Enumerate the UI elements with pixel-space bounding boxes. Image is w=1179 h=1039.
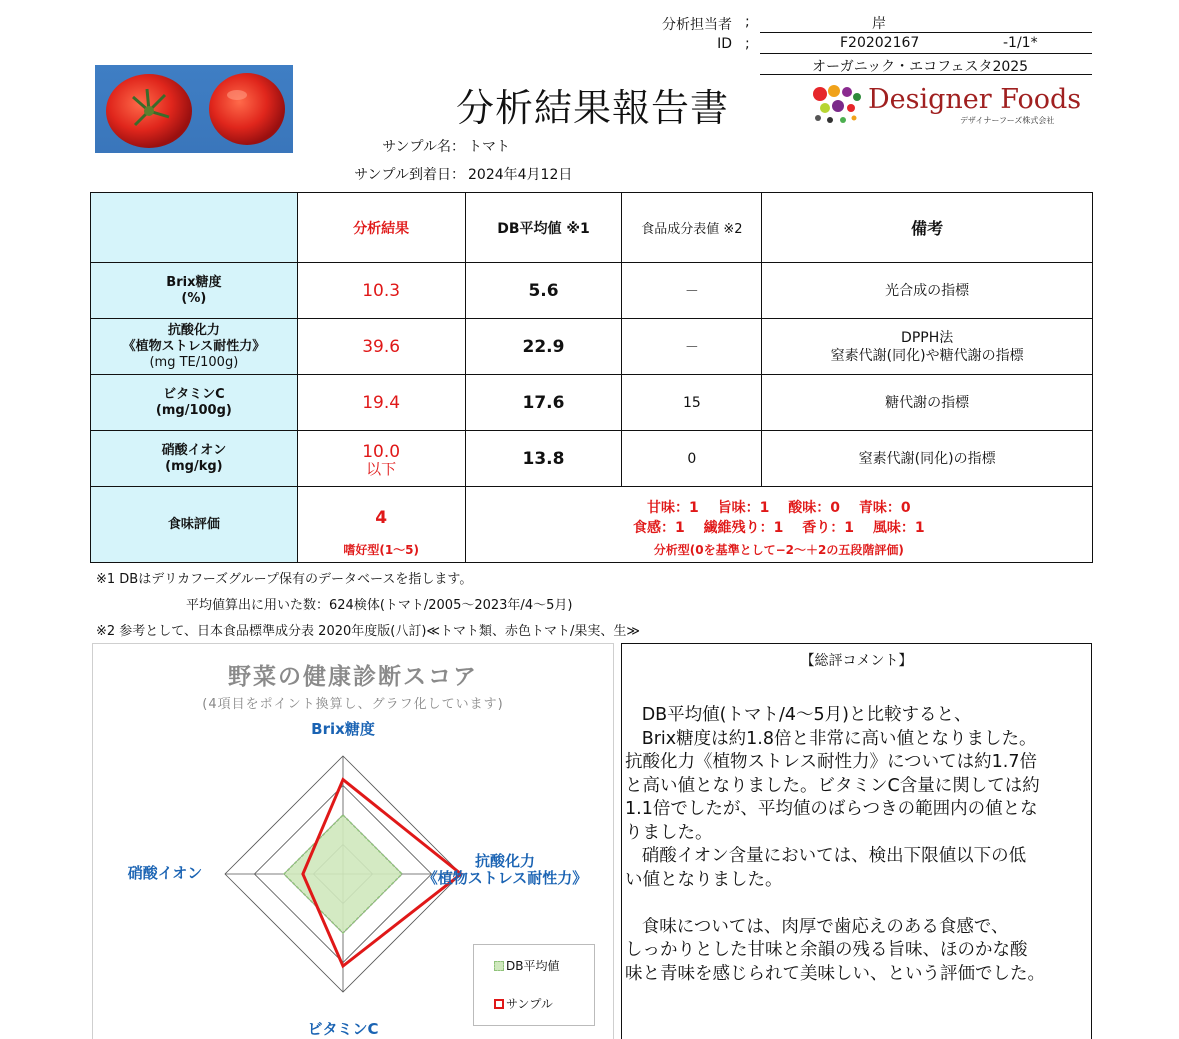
chart-legend xyxy=(473,944,595,1026)
event-name: オーガニック・エコフェスタ2025 xyxy=(812,59,1029,75)
results-table xyxy=(90,192,1093,563)
company-logo xyxy=(810,82,1080,128)
legend-item-db: DB平均値 xyxy=(494,957,559,974)
analyst-colon: ; xyxy=(745,14,750,30)
comment-panel xyxy=(621,643,1092,1039)
radar-axis-label xyxy=(311,720,375,738)
chart-subtitle: (4項目をポイント換算し、グラフ化しています) xyxy=(202,697,504,712)
table-row xyxy=(91,431,1093,487)
row-label: ビタミンC (mg/100g) xyxy=(91,375,298,431)
legend-item-sample: サンプル xyxy=(494,995,553,1012)
id-colon: ; xyxy=(745,36,750,52)
logo-text: Designer Foods xyxy=(868,84,1082,115)
taste-score-cell xyxy=(297,487,465,563)
radar-axis-label-line: 《植物ストレス耐性力》 xyxy=(422,869,588,887)
logo-dots-icon xyxy=(810,82,868,128)
comment-body: DB平均値(トマト/4～5月)と比較すると、 Brix糖度は約1.8倍と非常に高い値となりました。 抗酸化力《植物ストレス耐性力》については約1.7倍 と高い値となりました。ビタミンC含量に関しては約 1.1倍でしたが、平均値のばらつきの範囲内の値とな りました。 硝酸イオン含量においては、検出下限値以下の低 い値となりました。 食味については、肉厚で歯応えのある食感で、 しっかりとした甘味と余韻の残る旨味、ほのかな酸 味と青味を感じられて美味しい、という評価でした。 xyxy=(625,705,1045,984)
footnote-1b: 平均値算出に用いた数：624検体(トマト/2005～2023年/4～5月) xyxy=(186,598,573,613)
table-row xyxy=(91,319,1093,375)
taste-score-note: 嗜好型(1～5) xyxy=(343,543,419,557)
row-label: 抗酸化力 《植物ストレス耐性力》 (mg TE/100g) xyxy=(91,319,298,375)
id-line xyxy=(760,53,1092,54)
logo-subtext: デザイナーフーズ株式会社 xyxy=(960,116,1055,125)
header-result: 分析結果 xyxy=(297,193,465,263)
legend-sample-marker-icon xyxy=(494,999,504,1009)
row-db: 5.6 xyxy=(465,263,622,319)
sample-name-value: トマト xyxy=(468,139,510,155)
sample-name-label: サンプル名： xyxy=(382,139,465,155)
analyst-label: 分析担当者 xyxy=(662,17,732,33)
chart-title: 野菜の健康診断スコア xyxy=(228,664,478,690)
radar-axis-label xyxy=(423,852,588,887)
taste-score: 4 xyxy=(375,507,388,528)
radar-axis-label-line: ビタミンC xyxy=(307,1020,379,1038)
row-result: 10.0 以下 xyxy=(297,431,465,487)
table-row xyxy=(91,375,1093,431)
arrival-date-label: サンプル到着日： xyxy=(354,167,465,183)
event-line xyxy=(760,74,1092,75)
radar-axis-label xyxy=(307,1020,378,1038)
row-remark: DPPH法 窒素代謝(同化)や糖代謝の指標 xyxy=(762,319,1093,375)
id-label: ID xyxy=(717,36,732,52)
analyst-value: 岸 xyxy=(872,16,886,32)
row-remark: 窒素代謝(同化)の指標 xyxy=(762,431,1093,487)
row-label: Brix糖度 (%) xyxy=(91,263,298,319)
row-result: 39.6 xyxy=(297,319,465,375)
page-title: 分析結果報告書 xyxy=(456,86,730,130)
taste-analysis-note: 分析型(0を基準として−2～＋2の五段階評価) xyxy=(653,543,904,557)
sample-photo xyxy=(95,65,293,153)
taste-line-1: 甘味：1 旨味：1 酸味：0 青味：0 xyxy=(646,499,911,516)
row-db: 22.9 xyxy=(465,319,622,375)
header-food: 食品成分表値 ※2 xyxy=(622,193,762,263)
taste-line-2: 食感：1 繊維残り：1 香り：1 風味：1 xyxy=(632,519,925,536)
tomato-image xyxy=(95,65,293,153)
legend-db-marker-icon xyxy=(494,961,504,971)
table-header-row xyxy=(91,193,1093,263)
page-number: -1/1* xyxy=(1003,35,1038,51)
row-db: 13.8 xyxy=(465,431,622,487)
row-result: 19.4 xyxy=(297,375,465,431)
radar-axis-label xyxy=(127,864,203,882)
footnote-2: ※2 参考として、日本食品標準成分表 2020年度版(八訂)≪トマト類、赤色トマト/果実、生≫ xyxy=(96,624,640,639)
header-blank-cell xyxy=(91,193,298,263)
row-db: 17.6 xyxy=(465,375,622,431)
row-result: 10.3 xyxy=(297,263,465,319)
chart-panel xyxy=(92,643,614,1039)
table-row xyxy=(91,263,1093,319)
radar-axis-label-line: Brix糖度 xyxy=(311,720,375,738)
row-remark: 光合成の指標 xyxy=(762,263,1093,319)
row-food: － xyxy=(622,263,762,319)
analyst-line xyxy=(760,32,1092,33)
arrival-date-value: 2024年4月12日 xyxy=(468,167,573,183)
header-remarks: 備考 xyxy=(762,193,1093,263)
taste-detail-cell xyxy=(465,487,1092,563)
taste-row xyxy=(91,487,1093,563)
comment-title: 【総評コメント】 xyxy=(800,653,913,669)
taste-label: 食味評価 xyxy=(91,487,298,563)
header-db: DB平均値 ※1 xyxy=(465,193,622,263)
row-food: 15 xyxy=(622,375,762,431)
radar-axis-label-line: 硝酸イオン xyxy=(127,864,203,882)
row-remark: 糖代謝の指標 xyxy=(762,375,1093,431)
footnote-1: ※1 DBはデリカフーズグループ保有のデータベースを指します。 xyxy=(96,572,473,587)
row-food: － xyxy=(622,319,762,375)
id-value: F20202167 xyxy=(840,35,920,51)
row-label: 硝酸イオン (mg/kg) xyxy=(91,431,298,487)
row-food: 0 xyxy=(622,431,762,487)
radar-axis-label-line: 抗酸化力 xyxy=(474,852,536,870)
